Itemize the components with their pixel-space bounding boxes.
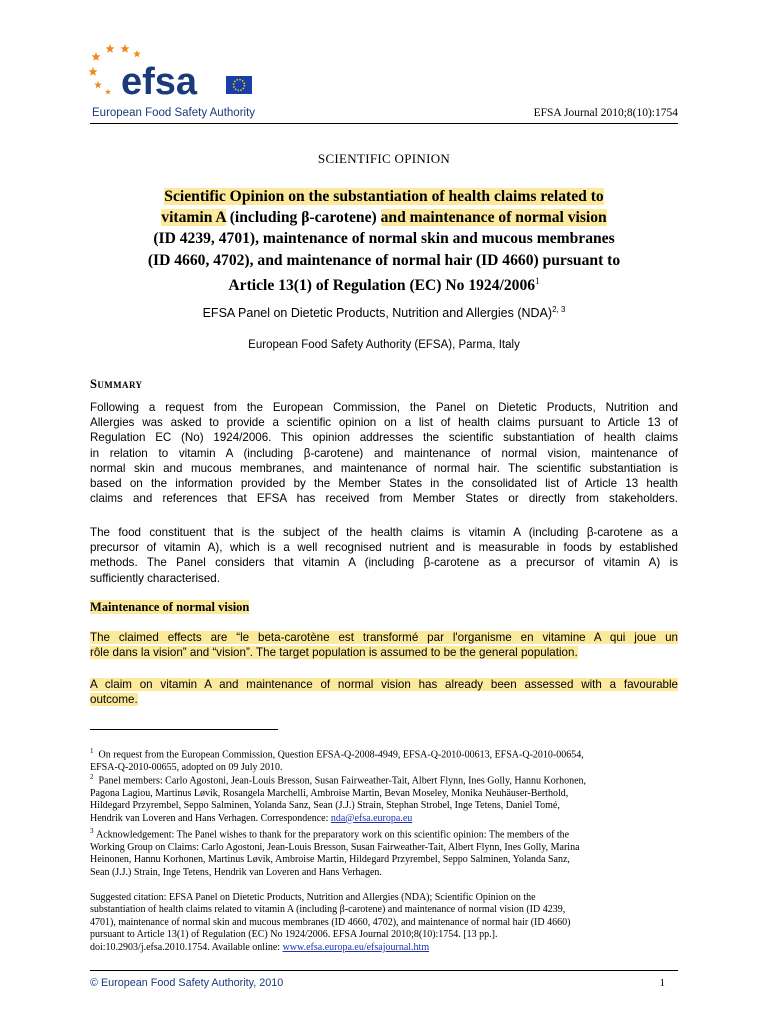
p1-line: claims and references that EFSA has received from Member States or directly from stakeholders. bbox=[90, 492, 678, 506]
fn2-line: Pagona Lagiou, Martinus Løvik, Rosangela Marchelli, Ambroise Martin, Bevan Moseley, Monika Neuhäuser-Berthold, bbox=[90, 787, 569, 799]
footnote-2-number: 2 bbox=[90, 773, 94, 781]
subheading-normal-vision bbox=[90, 600, 249, 615]
footnote-divider bbox=[90, 729, 278, 730]
fn3-line: Acknowledgement: The Panel wishes to thank for the preparatory work on this scientific opinion: The members of the bbox=[96, 829, 570, 841]
citation-doi: doi:10.2903/j.efsa.2010.1754. Available online: bbox=[90, 941, 283, 953]
fn1-line: On request from the European Commission, Question EFSA-Q-2008-4949, EFSA-Q-2010-00613, EFSA-Q-2010-00654, bbox=[98, 749, 584, 761]
p1-line: Regulation EC (No) 1924/2006. This opinion addresses the scientific substantiation of health claims bbox=[90, 431, 678, 445]
citation-line: Suggested citation: EFSA Panel on Dietetic Products, Nutrition and Allergies (NDA); Scientific Opinion on the bbox=[90, 892, 536, 903]
p2-line: The food constituent that is the subject of the health claims is vitamin A (including β-carotene as a bbox=[90, 526, 678, 539]
panel-name-text: EFSA Panel on Dietetic Products, Nutrition and Allergies (NDA) bbox=[202, 306, 553, 321]
citation-line: substantiation of health claims related to vitamin A (including β-carotene) and maintenance of normal vision (ID 4239, bbox=[90, 904, 566, 916]
title-footnote-ref[interactable]: 1 bbox=[535, 275, 540, 286]
fn3-line: Heinonen, Hannu Korhonen, Martinus Løvik, Ambroise Martin, Hildegard Przyrembel, Seppo Salminen, Yolanda Sanz, bbox=[90, 854, 570, 866]
citation-line: pursuant to Article 13(1) of Regulation (EC) No 1924/2006. EFSA Journal 2010;8(10):1754. [13 pp.]. bbox=[90, 929, 498, 941]
citation-line: 4701), maintenance of normal skin and mucous membranes (ID 4660, 4702), and maintenance of normal hair (ID 4660) bbox=[90, 916, 571, 928]
p1-line: normal skin and mucous membranes, and maintenance of normal hair. The scientific substantiation is bbox=[90, 461, 678, 475]
summary-paragraph-1 bbox=[90, 400, 678, 506]
fn1-line: EFSA-Q-2010-00655, adopted on 09 July 2010. bbox=[90, 761, 283, 773]
copyright-notice: © European Food Safety Authority, 2010 bbox=[90, 977, 284, 989]
fn2-last-line: Hendrik van Loveren and Hans Verhagen. Correspondence: bbox=[90, 812, 331, 824]
p2-line: sufficiently characterised. bbox=[90, 571, 220, 585]
title-line-5: Article 13(1) of Regulation (EC) No 1924/2006 bbox=[228, 277, 536, 294]
efsa-journal-link[interactable]: www.efsa.europa.eu/efsajournal.htm bbox=[282, 941, 430, 953]
journal-reference: EFSA Journal 2010;8(10):1754 bbox=[533, 107, 678, 119]
title-line-2b: (including β-carotene) bbox=[225, 209, 381, 227]
suggested-citation bbox=[90, 892, 678, 954]
p2-line: methods. The Panel considers that vitamin A (including β-carotene as a precursor of vitamin A) is bbox=[90, 556, 678, 570]
panel-name bbox=[0, 305, 768, 320]
footnote-1 bbox=[90, 745, 678, 774]
p4-line: A claim on vitamin A and maintenance of normal vision has already been assessed with a favourable bbox=[90, 678, 678, 691]
logo-caption: European Food Safety Authority bbox=[92, 107, 256, 119]
p1-line: Allergies was asked to provide a scientific opinion on a list of health claims pursuant to Article 13 of bbox=[90, 416, 678, 430]
p3-line: The claimed effects are “le beta-carotène est transformé par l'organisme en vitamine A qui joue un bbox=[90, 631, 678, 644]
title-line-2c: and maintenance of normal vision bbox=[380, 209, 607, 227]
footnote-3-number: 3 bbox=[90, 827, 94, 835]
p4-line: outcome. bbox=[90, 693, 138, 707]
title-line-3: (ID 4239, 4701), maintenance of normal skin and mucous membranes bbox=[153, 230, 615, 248]
page-number: 1 bbox=[659, 977, 665, 989]
subheading-text: Maintenance of normal vision bbox=[90, 600, 250, 614]
footnote-3 bbox=[90, 825, 678, 879]
panel-footnote-refs[interactable]: 2, 3 bbox=[552, 305, 566, 314]
title-line-1: Scientific Opinion on the substantiation of health claims related to bbox=[164, 188, 604, 205]
document-title bbox=[90, 186, 678, 296]
affiliation: European Food Safety Authority (EFSA), Parma, Italy bbox=[248, 339, 520, 351]
efsa-wordmark: efsa bbox=[121, 61, 198, 103]
summary-paragraph-2 bbox=[90, 525, 678, 586]
footnote-2 bbox=[90, 771, 678, 825]
p3-line: rôle dans la vision” and “vision”. The target population is assumed to be the general population. bbox=[90, 646, 578, 660]
efsa-logo-graphic bbox=[88, 40, 258, 110]
summary-heading: Summary bbox=[90, 377, 143, 391]
header-divider bbox=[90, 123, 678, 124]
fn2-line: Panel members: Carlo Agostoni, Jean-Louis Bresson, Susan Fairweather-Tait, Albert Flynn, Ines Golly, Hannu Korhonen, bbox=[98, 775, 587, 787]
title-line-2a: vitamin A bbox=[161, 209, 226, 227]
correspondence-email-link[interactable]: nda@efsa.europa.eu bbox=[330, 812, 413, 824]
summary-paragraph-4 bbox=[90, 677, 678, 707]
footnote-1-number: 1 bbox=[90, 747, 94, 755]
fn3-line: Working Group on Claims: Carlo Agostoni, Jean-Louis Bresson, Susan Fairweather-Tait, Albert Flynn, Ines Golly, Marina bbox=[90, 841, 580, 853]
fn3-line: Sean (J.J.) Strain, Inge Tetens, Hendrik van Loveren and Hans Verhagen. bbox=[90, 866, 382, 878]
p1-line: Following a request from the European Commission, the Panel on Dietetic Products, Nutrition and bbox=[90, 401, 678, 414]
fn2-line: Hildegard Przyrembel, Seppo Salminen, Yolanda Sanz, Sean (J.J.) Strain, Stephan Strobel, Inge Tetens, Daniel Tomé, bbox=[90, 800, 560, 812]
p1-line: based on the information provided by the Member States in the consolidated list of Article 13 health bbox=[90, 477, 678, 491]
summary-paragraph-3 bbox=[90, 630, 678, 660]
p2-line: precursor of vitamin A), which is a well recognised nutrient and is measurable in foods by established bbox=[90, 541, 678, 555]
eu-flag-icon bbox=[226, 76, 252, 94]
footer-divider bbox=[90, 970, 678, 971]
p1-line: in relation to vitamin A (including β-carotene) and maintenance of normal vision, maintenance of bbox=[90, 446, 678, 460]
document-type: SCIENTIFIC OPINION bbox=[317, 151, 451, 166]
title-line-4: (ID 4660, 4702), and maintenance of normal hair (ID 4660) pursuant to bbox=[147, 251, 621, 269]
